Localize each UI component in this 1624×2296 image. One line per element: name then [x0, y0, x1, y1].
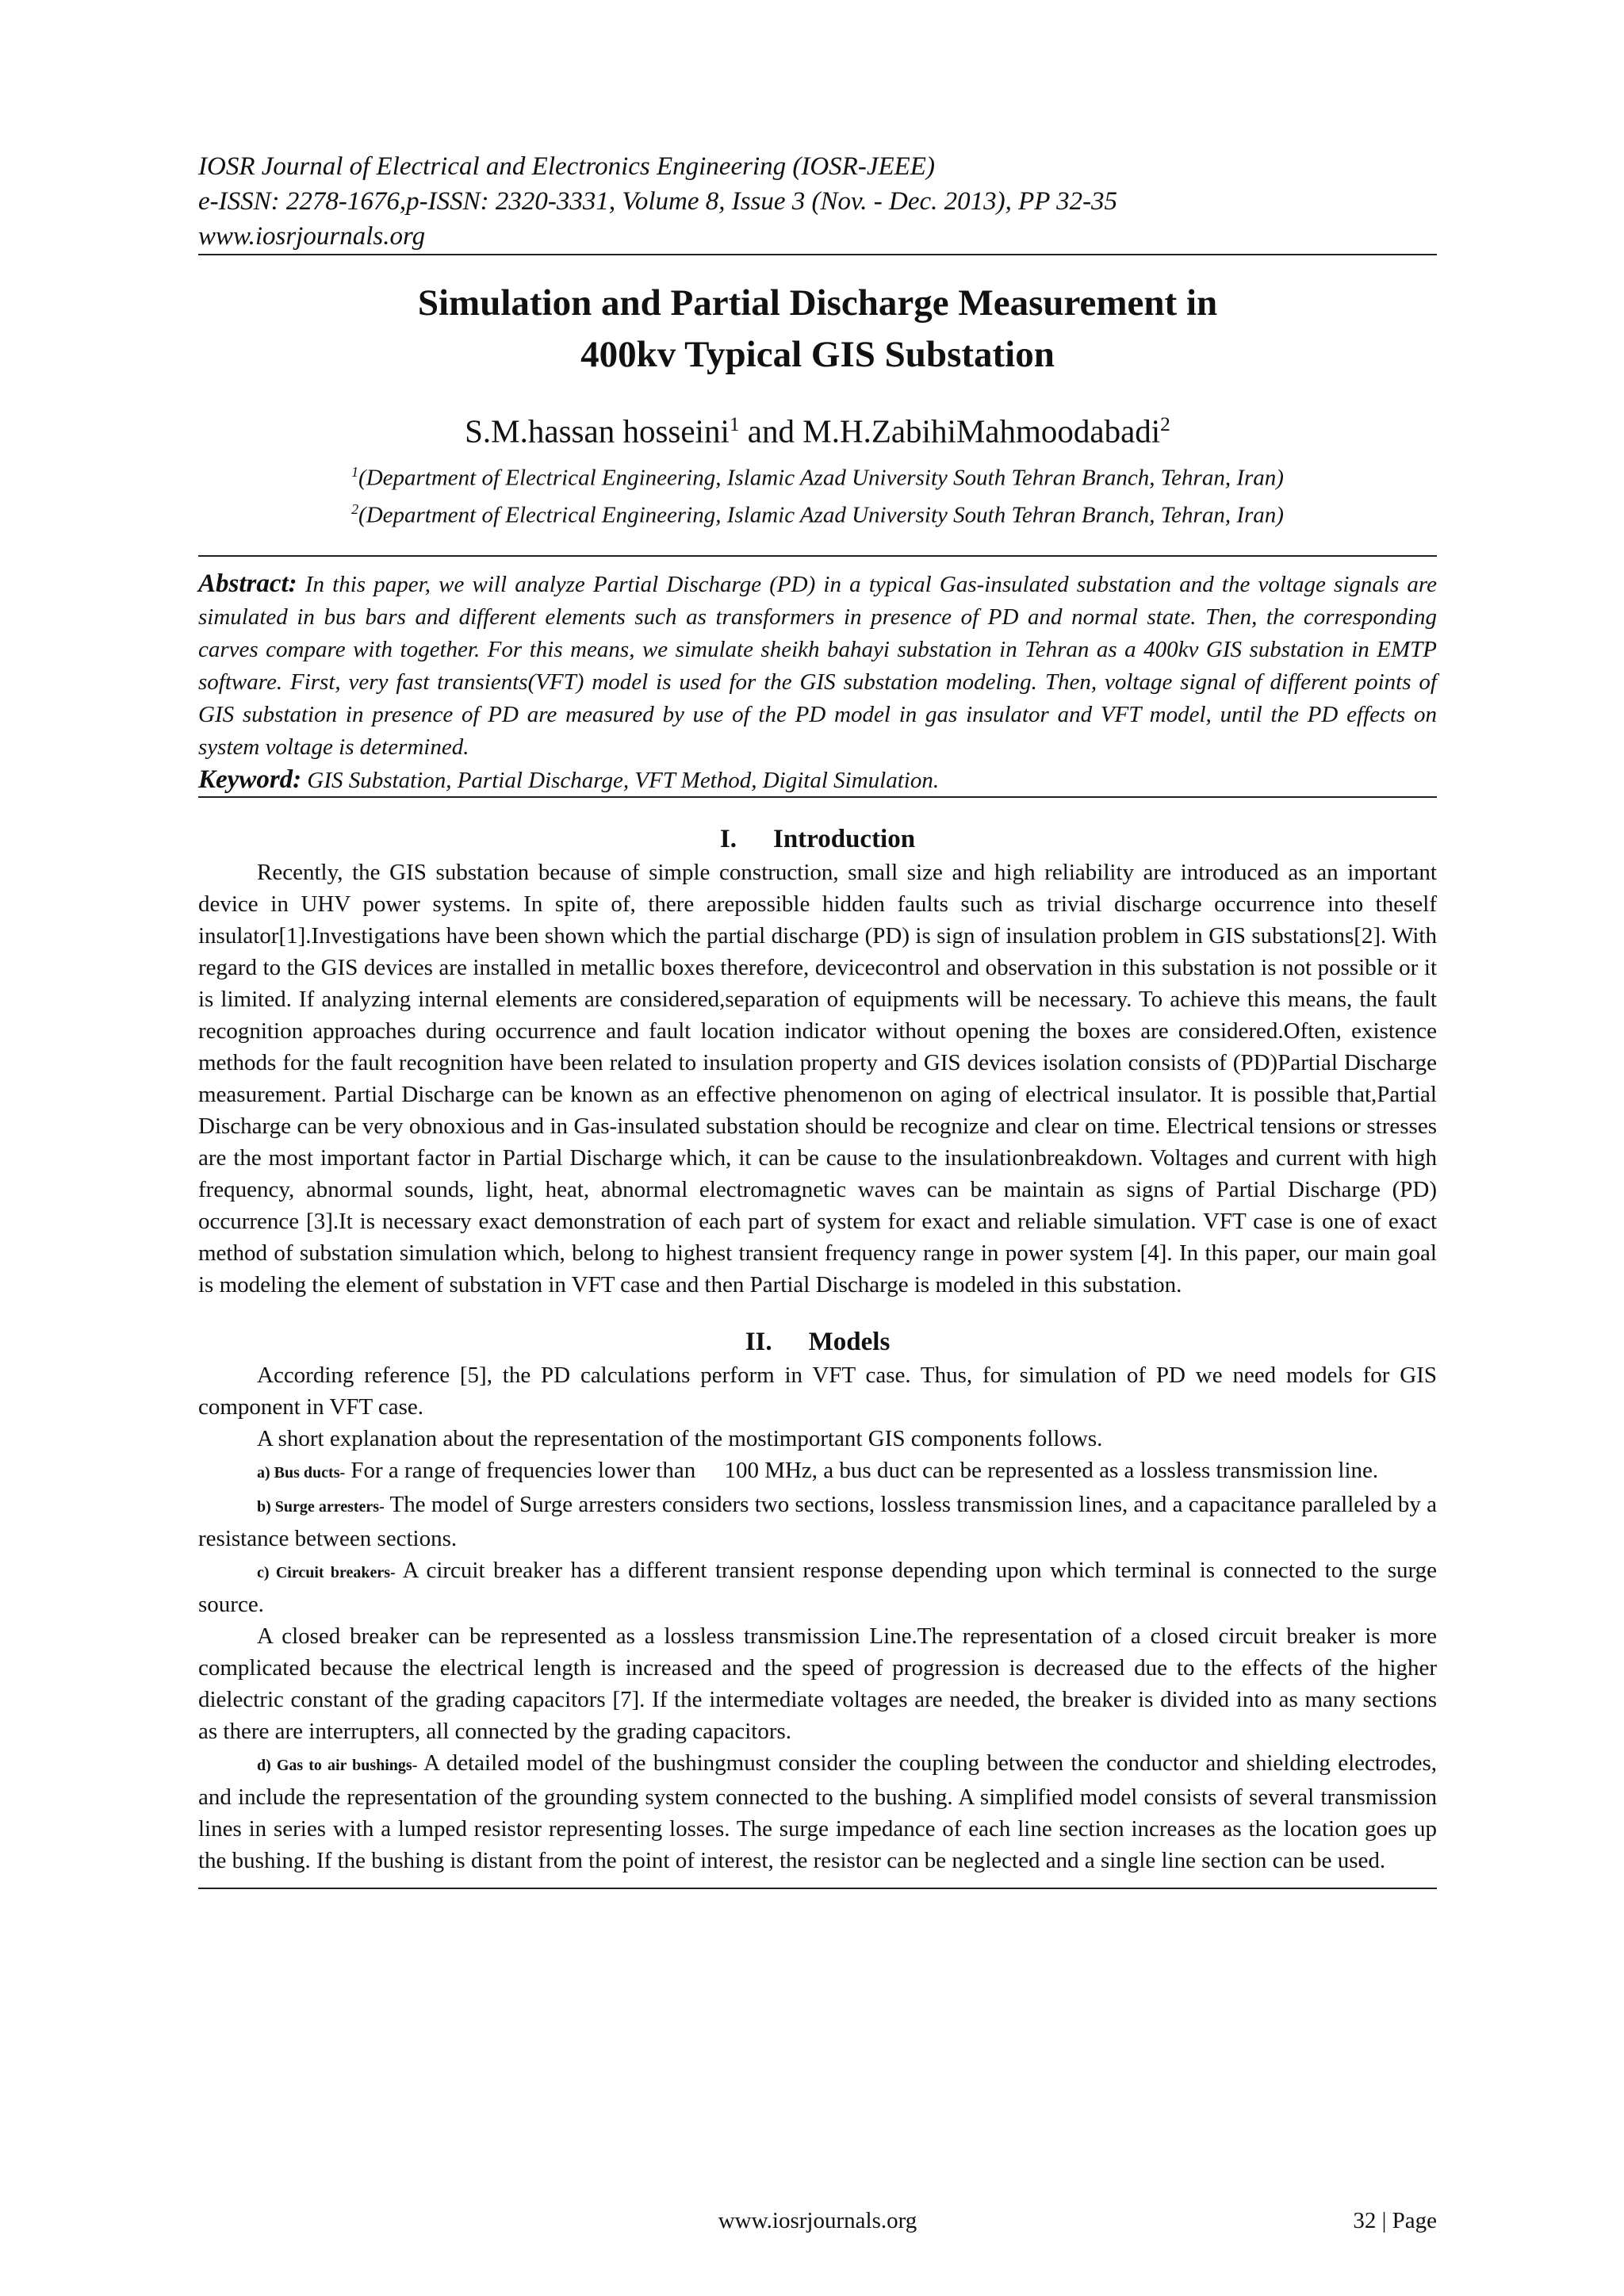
- title-line-2: 400kv Typical GIS Substation: [580, 334, 1055, 375]
- paper-title: [198, 278, 1437, 381]
- author-connector: and: [739, 412, 803, 450]
- affiliation-2-sup: 2: [351, 501, 359, 518]
- abstract-label: Abstract:: [198, 569, 297, 598]
- affiliation-2: [198, 493, 1437, 531]
- section-2-number: II.: [745, 1327, 772, 1356]
- author-2: M.H.ZabihiMahmoodabadi: [802, 412, 1161, 450]
- abstract-text: In this paper, we will analyze Partial Discharge (PD) in a typical Gas-insulated substation and the voltage signals are simulated in bus bars and different elements such as transformers in presence of PD and normal state. Then, the corresponding carves compare with together. For this means, we simulate sheikh bahayi substation in Tehran as a 400kv GIS substation in EMTP software. First, very fast transients(VFT) model is used for the GIS substation modeling. Then, voltage signal of different points of GIS substation in presence of PD are measured by use of the PD model in gas insulator and VFT model, until the PD effects on system voltage is determined.: [198, 571, 1437, 760]
- abstract: [198, 568, 1437, 764]
- title-line-1: Simulation and Partial Discharge Measurement in: [417, 282, 1218, 324]
- item-circuit-breakers: [198, 1554, 1437, 1620]
- item-bus-ducts: [198, 1455, 1437, 1489]
- abstract-top-rule: [198, 555, 1437, 557]
- section-heading-introduction: [198, 822, 1437, 857]
- section-2-title: Models: [808, 1327, 891, 1356]
- item-a-label: a) Bus ducts-: [257, 1463, 346, 1481]
- closed-breaker-paragraph: A closed breaker can be represented as a lossless transmission Line.The representation of a closed circuit breaker is more complicated because the electrical length is increased and the speed of progression is decreased due to the effects of the higher dielectric constant of the grading capacitors [7]. If the intermediate voltages are needed, the breaker is divided into as many sections as there are interrupters, all connected by the grading capacitors.: [198, 1623, 1437, 1744]
- footer-rule: [198, 1888, 1437, 1889]
- journal-issn: e-ISSN: 2278-1676,p-ISSN: 2320-3331, Volume 8, Issue 3 (Nov. - Dec. 2013), PP 32-35: [198, 187, 1118, 216]
- keywords: [198, 764, 1437, 796]
- affiliation-1-text: (Department of Electrical Engineering, Islamic Azad University South Tehran Branch, Tehran, Iran): [358, 465, 1284, 491]
- item-a-text: For a range of frequencies lower than 100 MHz, a bus duct can be represented as a lossless transmission line.: [345, 1457, 1379, 1483]
- section-heading-models: [198, 1324, 1437, 1359]
- section-1-number: I.: [719, 824, 737, 853]
- section-1-title: Introduction: [772, 824, 916, 853]
- affiliations: [198, 456, 1437, 531]
- item-d-text: A detailed model of the bushingmust consider the coupling between the conductor and shielding electrodes, and include the representation of the grounding system connected to the bushing. A simplified model consists of several transmission lines in series with a lumped resistor representing losses. The surge impedance of each line section increases as the location goes up the bushing. If the bushing is distant from the point of interest, the resistor can be neglected and a single line section can be used.: [198, 1750, 1437, 1873]
- item-gas-to-air-bushings: [198, 1747, 1437, 1876]
- introduction-paragraph: Recently, the GIS substation because of simple construction, small size and high reliability are introduced as an important device in UHV power systems. In spite of, there arepossible hidden faults such as trivial discharge occurrence into theself insulator[1].Investigations have been shown which the partial discharge (PD) is sign of insulation problem in GIS substations[2]. With regard to the GIS devices are installed in metallic boxes therefore, devicecontrol and observation in this substation is not possible or it is limited. If analyzing internal elements are considered,separation of equipments will be necessary. To achieve this means, the fault recognition approaches during occurrence and fault location indicator without opening the boxes are considered.Often, existence methods for the fault recognition have been related to insulation property and GIS devices isolation consists of (PD)Partial Discharge measurement. Partial Discharge can be known as an effective phenomenon on aging of electrical insulator. It is possible that,Partial Discharge can be very obnoxious and in Gas-insulated substation should be recognize and clear on time. Electrical tensions or stresses are the most important factor in Partial Discharge which, it can be cause to the insulationbreakdown. Voltages and current with high frequency, abnormal sounds, light, heat, abnormal electromagnetic waves can be maintain as signs of Partial Discharge (PD) occurrence [3].It is necessary exact demonstration of each part of system for exact and reliable simulation. VFT case is one of exact method of substation simulation which, belong to highest transient frequency range in power system [4]. In this paper, our main goal is modeling the element of substation in VFT case and then Partial Discharge is modeled in this substation.: [198, 859, 1437, 1297]
- footer-website[interactable]: www.iosrjournals.org: [718, 2208, 917, 2233]
- models-paragraph-1: According reference [5], the PD calculations perform in VFT case. Thus, for simulation of PD we need models for GIS component in VFT case.: [198, 1362, 1437, 1420]
- journal-website[interactable]: www.iosrjournals.org: [198, 222, 426, 251]
- paper-page: [198, 149, 1437, 1889]
- author-1-sup: 1: [729, 413, 740, 435]
- item-d-label: d) Gas to air bushings-: [257, 1756, 418, 1774]
- models-paragraph-2: A short explanation about the representation of the mostimportant GIS components follows.: [257, 1425, 1103, 1451]
- item-c-text: A circuit breaker has a different transient response depending upon which terminal is connected to the surge source.: [198, 1557, 1438, 1617]
- affiliation-1-sup: 1: [351, 463, 359, 480]
- footer-page-number: 32 | Page: [1353, 2208, 1437, 2233]
- author-list: [198, 403, 1437, 453]
- keyword-text: GIS Substation, Partial Discharge, VFT Method, Digital Simulation.: [301, 767, 940, 793]
- keyword-label: Keyword:: [198, 765, 302, 794]
- item-surge-arresters: [198, 1489, 1437, 1554]
- item-c-label: c) Circuit breakers-: [257, 1563, 396, 1581]
- affiliation-1: [198, 456, 1437, 494]
- author-2-sup: 2: [1160, 413, 1170, 435]
- abstract-bottom-rule: [198, 796, 1437, 798]
- affiliation-2-text: (Department of Electrical Engineering, Islamic Azad University South Tehran Branch, Tehran, Iran): [358, 502, 1284, 528]
- journal-name: IOSR Journal of Electrical and Electronics Engineering (IOSR-JEEE): [198, 152, 935, 181]
- author-1: S.M.hassan hosseini: [465, 412, 730, 450]
- item-b-label: b) Surge arresters-: [257, 1497, 385, 1516]
- item-b-text: The model of Surge arresters considers two sections, lossless transmission lines, and a capacitance paralleled by a resistance between sections.: [198, 1491, 1437, 1551]
- journal-header: [198, 149, 1437, 254]
- header-rule: [198, 254, 1437, 255]
